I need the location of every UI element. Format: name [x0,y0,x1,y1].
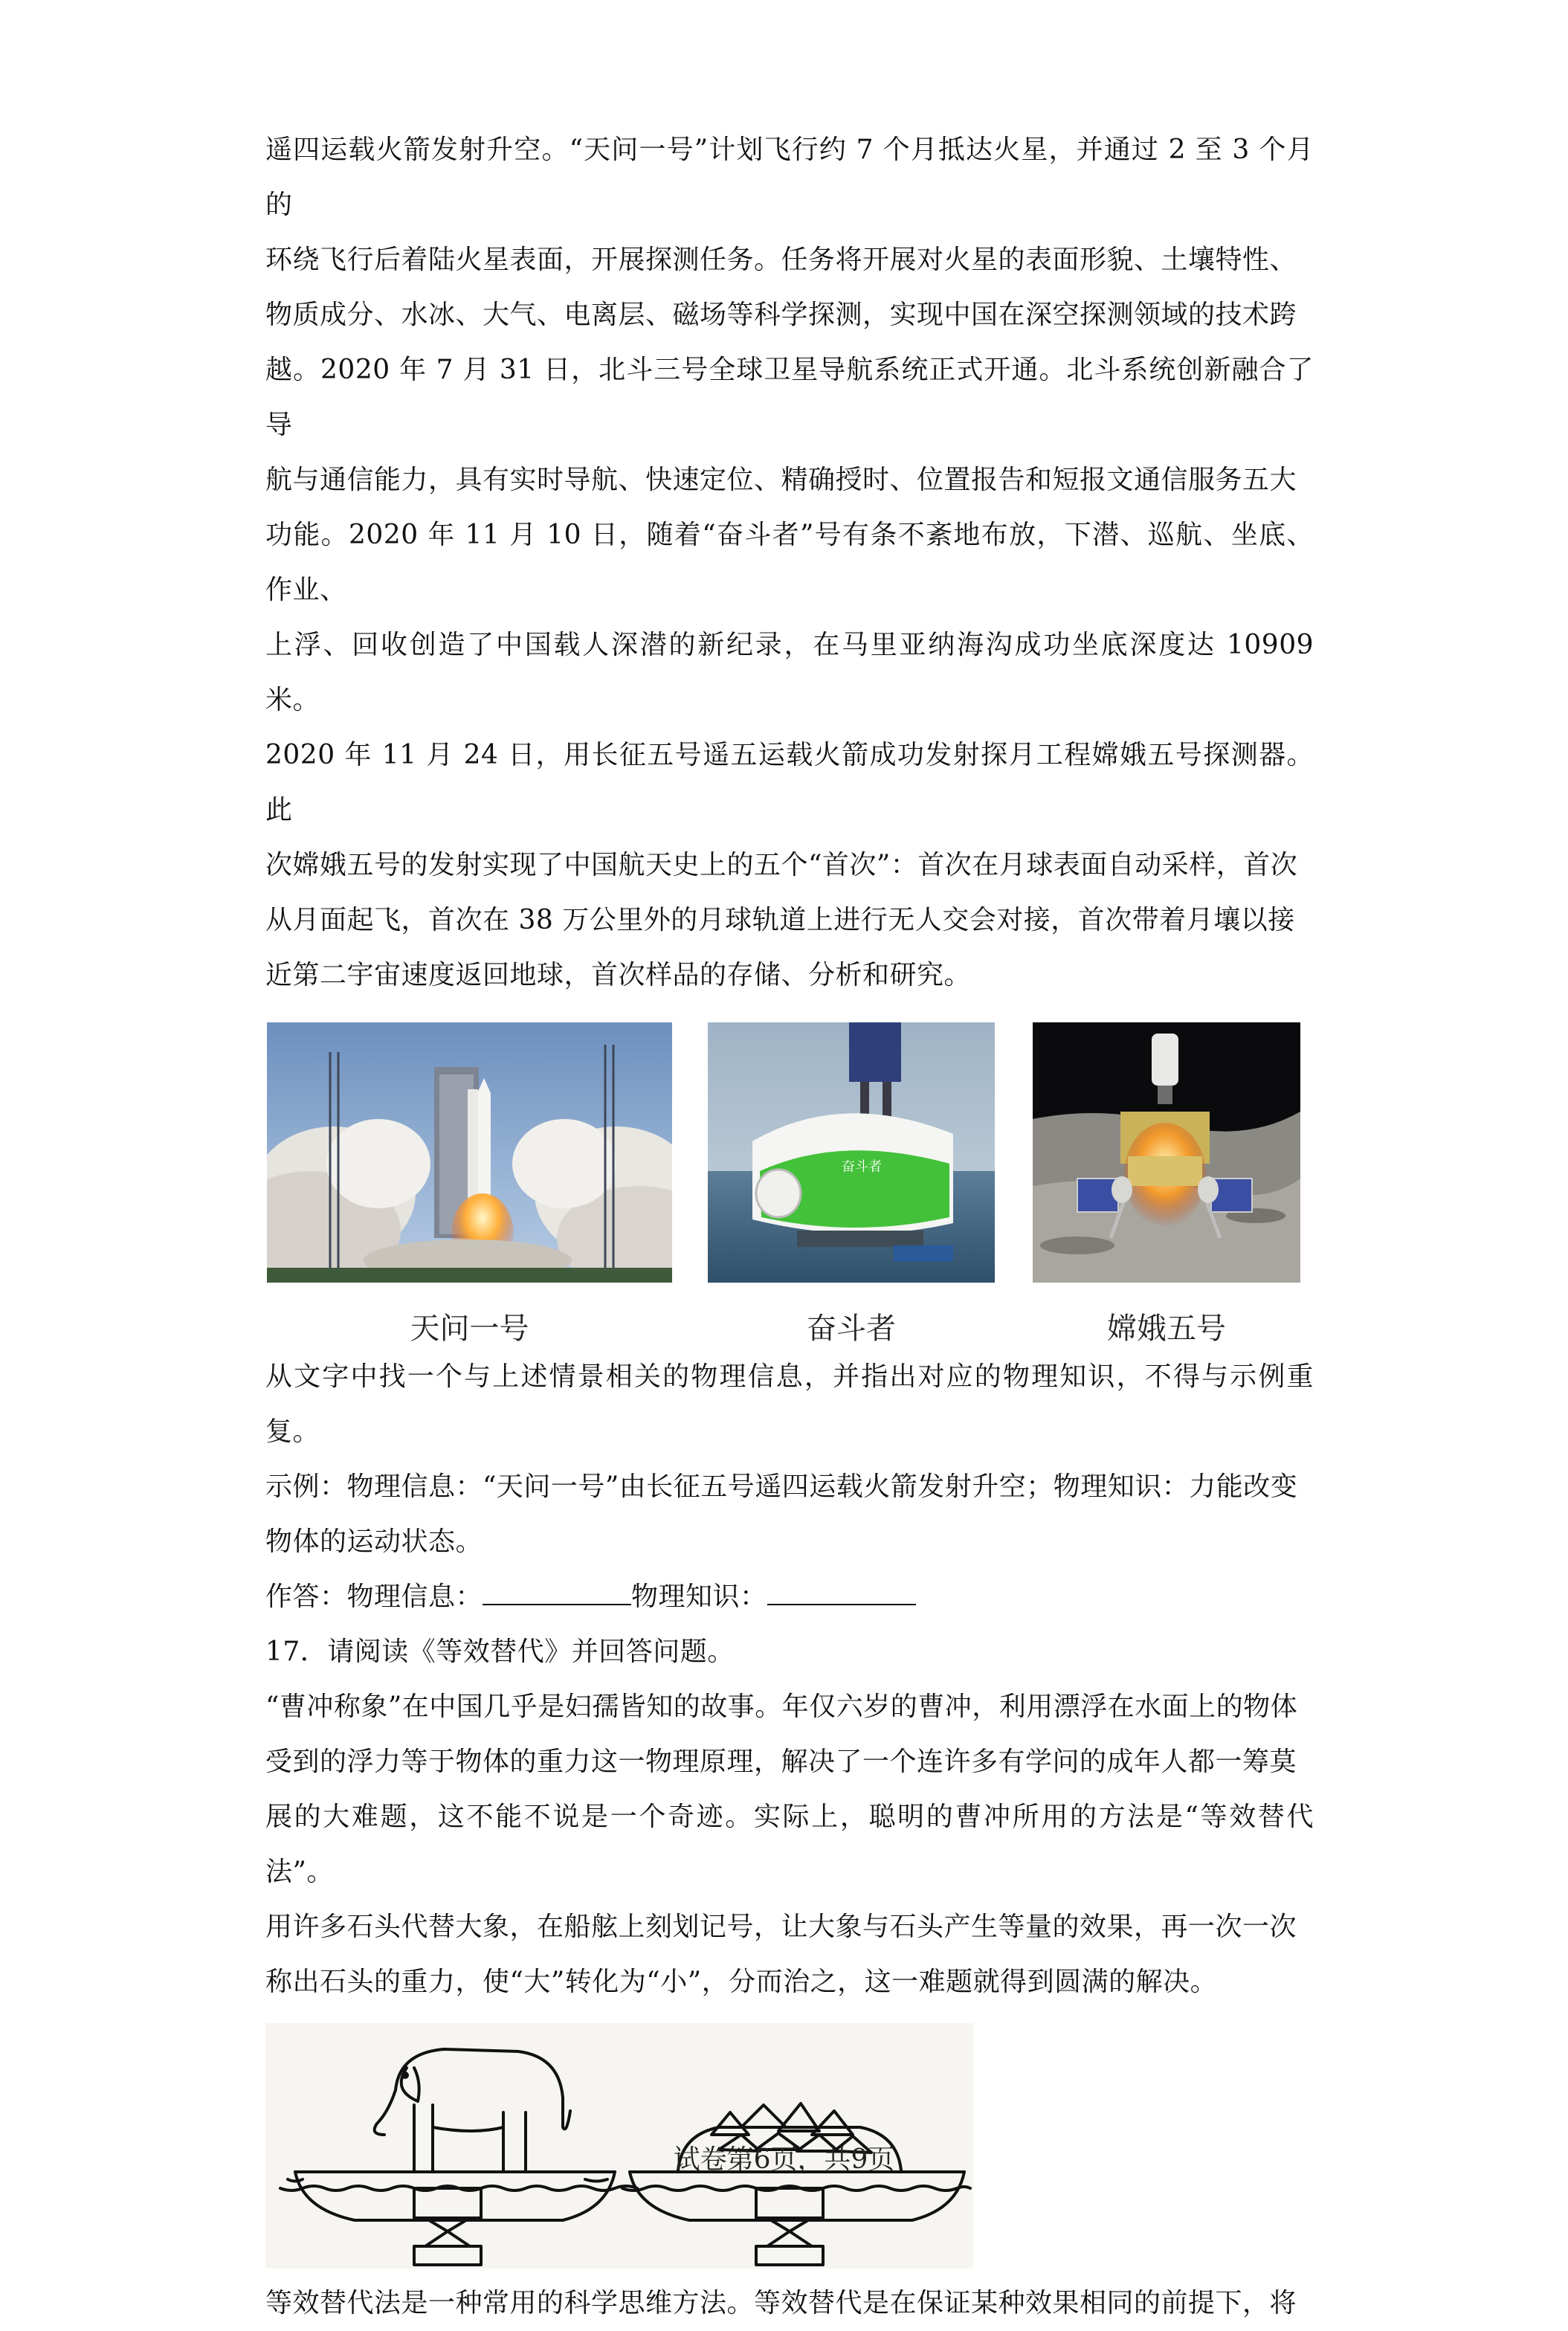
text-line: 等效替代法是一种常用的科学思维方法。等效替代是在保证某种效果相同的前提下，将 [265,2288,1297,2318]
caption-fendouzhe: 奋斗者 [807,1312,896,1346]
text-line: 次嫦娥五号的发射实现了中国航天史上的五个“首次”：首次在月球表面自动采样，首次 [265,850,1298,880]
submersible-image [708,1022,995,1283]
answer-line [265,1570,1314,1625]
text-line: 称出石头的重力，使“大”转化为“小”，分而治之，这一难题就得到圆满的解决。 [265,1967,1218,1997]
text-line: 环绕飞行后着陆火星表面，开展探测任务。任务将开展对火星的表面形貌、土壤特性、 [265,245,1297,275]
text-line: 遥四运载火箭发射升空。“天问一号”计划飞行约 7 个月抵达火星，并通过 2 至 3 个月的 [265,135,1314,220]
question-prompt: 从文字中找一个与上述情景相关的物理信息，并指出对应的物理知识，不得与示例重复。 [265,1361,1314,1447]
question-16 [265,1350,1314,1625]
page-content [265,123,1314,2331]
text-line: 上浮、回收创造了中国载人深潜的新纪录，在马里亚纳海沟成功坐底深度达 10909 米。 [265,630,1314,715]
caption-change: 嫦娥五号 [1107,1312,1226,1346]
answer-blank-knowledge[interactable] [767,1582,916,1605]
answer-label-info: 作答：物理信息： [265,1582,483,1612]
text-line: 越。2020 年 7 月 31 日，北斗三号全球卫星导航系统正式开通。北斗系统创新融合了导 [265,355,1314,440]
text-line: 物质成分、水冰、大气、电离层、磁场等科学探测，实现中国在深空探测领域的技术跨 [265,300,1297,330]
text-line: 用许多石头代替大象，在船舷上刻划记号，让大象与石头产生等量的效果，再一次一次 [265,1912,1297,1942]
text-line: 航与通信能力，具有实时导航、快速定位、精确授时、位置报告和短报文通信服务五大 [265,465,1297,495]
hull-text: 奋斗者 [842,1159,882,1175]
answer-blank-info[interactable] [483,1582,631,1605]
example-line: 物体的运动状态。 [265,1526,483,1557]
figure-fendouzhe [708,1022,995,1347]
lunar-lander-image [1033,1022,1300,1283]
text-line: 近第二宇宙速度返回地球，首次样品的存储、分析和研究。 [265,960,972,990]
question-17 [265,1625,1314,2331]
text-line: 功能。2020 年 11 月 10 日，随着“奋斗者”号有条不紊地布放，下潜、巡航、坐底、作业、 [265,520,1314,605]
text-line: 从月面起飞，首次在 38 万公里外的月球轨道上进行无人交会对接，首次带着月壤以接 [265,905,1295,935]
figure-row [265,1022,1314,1350]
text-line: 受到的浮力等于物体的重力这一物理原理，解决了一个连许多有学问的成年人都一筹莫 [265,1747,1297,1777]
caption-tianwen: 天问一号 [410,1312,529,1346]
text-line: 2020 年 11 月 24 日，用长征五号遥五运载火箭成功发射探月工程嫦娥五号探测器。此 [265,740,1314,825]
question-title: 17．请阅读《等效替代》并回答问题。 [265,1637,735,1667]
answer-label-knowledge: 物理知识： [631,1582,767,1612]
figure-change [1033,1022,1300,1347]
passage-top [265,123,1314,1003]
text-line: “曹冲称象”在中国几乎是妇孺皆知的故事。年仅六岁的曹冲，利用漂浮在水面上的物体 [265,1692,1298,1722]
figure-tianwen [267,1022,672,1347]
example-line: 示例：物理信息：“天问一号”由长征五号遥四运载火箭发射升空；物理知识：力能改变 [265,1471,1298,1502]
rocket-launch-image [267,1022,672,1283]
text-line: 展的大难题，这不能不说是一个奇迹。实际上，聪明的曹冲所用的方法是“等效替代法”。 [265,1802,1314,1887]
page-footer: 试卷第6页，共9页 [673,2144,895,2175]
